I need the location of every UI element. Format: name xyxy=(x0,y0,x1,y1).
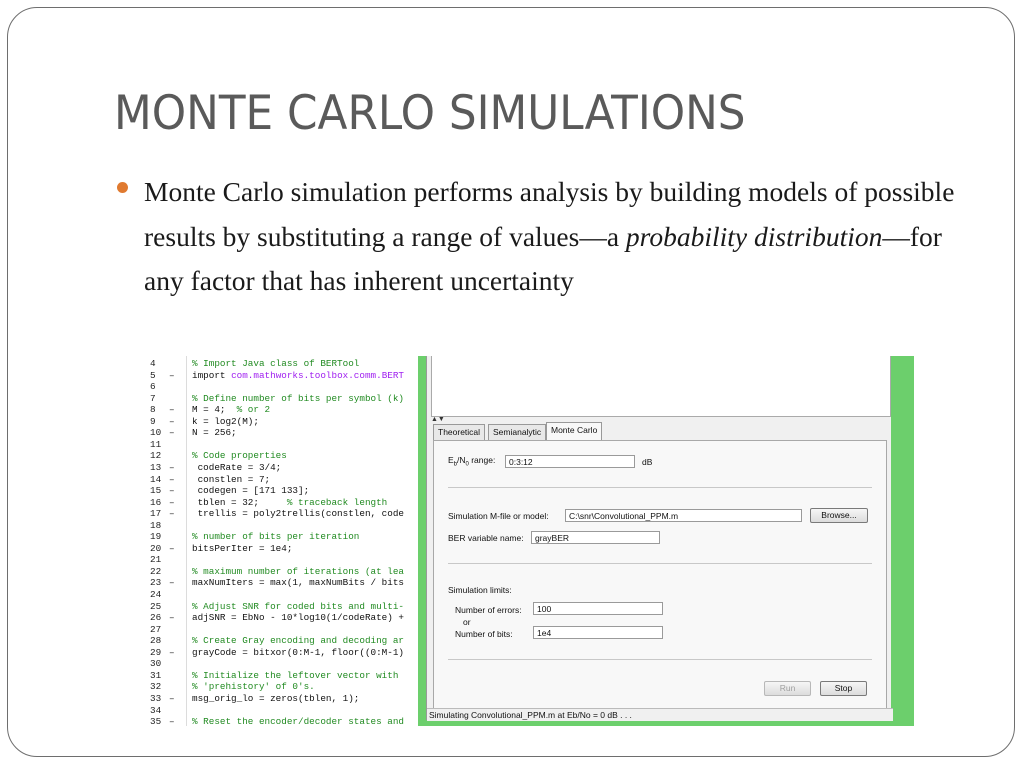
bullet-text-part2: —for any factor that has inherent uncertainty xyxy=(144,220,942,296)
line-number xyxy=(144,462,182,474)
line-number-value: 21 xyxy=(150,554,162,566)
errors-input[interactable]: 100 xyxy=(533,602,663,615)
line-number xyxy=(144,716,182,726)
line-number-value: 22 xyxy=(150,565,162,577)
line-number-value: 13 xyxy=(150,461,162,473)
line-number-value: 17 xyxy=(150,508,162,520)
divider xyxy=(448,563,872,564)
line-number xyxy=(144,693,182,705)
code-line[interactable] xyxy=(192,404,270,416)
line-number-value: 11 xyxy=(150,438,162,450)
browse-button[interactable]: Browse... xyxy=(810,508,868,523)
line-number xyxy=(144,416,182,428)
code-token: com.mathworks.toolbox.comm.BERT xyxy=(231,369,405,381)
code-line[interactable] xyxy=(192,358,359,370)
splitter-arrows-icon[interactable]: ▲▼ xyxy=(431,416,445,423)
line-number xyxy=(144,450,182,462)
breakpoint-marker[interactable]: – xyxy=(169,508,175,520)
code-token: N = 256; xyxy=(192,427,237,439)
code-line[interactable] xyxy=(192,681,315,693)
bullet-dot xyxy=(117,182,128,193)
code-token: k = log2(M); xyxy=(192,415,259,427)
ebno-label: $E_b/N_0$ range: xyxy=(448,455,496,468)
ber-var-input[interactable]: grayBER xyxy=(531,531,660,544)
line-number-value: 20 xyxy=(150,542,162,554)
line-number xyxy=(144,635,182,647)
code-line[interactable] xyxy=(192,450,287,462)
limits-label: Simulation limits: xyxy=(448,585,512,595)
bits-input[interactable]: 1e4 xyxy=(533,626,663,639)
line-number xyxy=(144,370,182,382)
breakpoint-marker[interactable]: – xyxy=(169,692,175,704)
line-number-value: 10 xyxy=(150,427,162,439)
line-number xyxy=(144,358,182,370)
code-token: % traceback length xyxy=(286,496,388,508)
breakpoint-marker[interactable]: – xyxy=(169,496,175,508)
code-token: maxNumIters = max(1, maxNumBits / bits xyxy=(192,577,405,589)
code-token: bitsPerIter = 1e4; xyxy=(192,542,293,554)
line-number-value: 18 xyxy=(150,519,162,531)
line-number-value: 19 xyxy=(150,531,162,543)
sim-file-label: Simulation M-file or model: xyxy=(448,511,549,521)
code-token: % 'prehistory' of 0's. xyxy=(192,681,315,693)
sim-file-input[interactable]: C:\snr\Convolutional_PPM.m xyxy=(565,509,802,522)
line-number-gutter xyxy=(144,356,184,726)
breakpoint-marker[interactable]: – xyxy=(169,427,175,439)
line-number-value: 28 xyxy=(150,635,162,647)
code-token: % Import Java class of BERTool xyxy=(192,358,360,369)
tab-monte-carlo[interactable]: Monte Carlo xyxy=(546,422,602,441)
line-number xyxy=(144,647,182,659)
code-editor xyxy=(144,356,424,726)
code-token: % Reset the encoder/decoder states and xyxy=(192,716,405,726)
bertool-panel xyxy=(426,356,891,720)
line-number xyxy=(144,439,182,451)
code-line[interactable] xyxy=(192,670,398,682)
line-number-value: 29 xyxy=(150,646,162,658)
line-number-value: 15 xyxy=(150,485,162,497)
monte-carlo-panel xyxy=(433,440,887,712)
or-label: or xyxy=(463,617,471,627)
code-token: trellis = poly2trellis(constlen, code xyxy=(192,508,405,520)
line-number xyxy=(144,577,182,589)
code-line[interactable] xyxy=(192,647,404,659)
line-number-value: 30 xyxy=(150,658,162,670)
line-number xyxy=(144,601,182,613)
code-token: % Adjust SNR for coded bits and multi- xyxy=(192,600,405,612)
line-number-value: 27 xyxy=(150,623,162,635)
code-token: % or 2 xyxy=(236,404,271,416)
bullet-text xyxy=(144,170,974,304)
code-token: msg_orig_lo = zeros(tblen, 1); xyxy=(192,692,360,704)
code-token: codeRate = 3/4; xyxy=(192,461,282,473)
line-number xyxy=(144,612,182,624)
line-number-value: 34 xyxy=(150,704,162,716)
line-number-value: 24 xyxy=(150,589,162,600)
bullet-text-part1: Monte Carlo simulation performs analysis by building models of possible results by substituting a range of values—a xyxy=(144,176,955,252)
results-area xyxy=(431,356,891,417)
line-number-value: 7 xyxy=(150,392,156,404)
code-token: codegen = [171 133]; xyxy=(192,485,310,497)
tab-semianalytic[interactable]: Semianalytic xyxy=(488,424,546,441)
code-line[interactable] xyxy=(192,416,259,428)
line-number xyxy=(144,670,182,682)
ber-var-label: BER variable name: xyxy=(448,533,524,543)
line-number xyxy=(144,543,182,555)
line-number xyxy=(144,381,182,393)
stop-button[interactable]: Stop xyxy=(820,681,867,696)
line-number-value: 35 xyxy=(150,716,162,726)
code-token: M = 4; xyxy=(192,404,237,416)
line-number-value: 25 xyxy=(150,600,162,612)
line-number xyxy=(144,624,182,636)
line-number xyxy=(144,705,182,717)
code-token: constlen = 7; xyxy=(192,473,271,485)
breakpoint-marker[interactable]: – xyxy=(169,646,175,658)
breakpoint-marker[interactable]: – xyxy=(169,542,175,554)
breakpoint-marker[interactable]: – xyxy=(169,716,175,726)
line-number xyxy=(144,404,182,416)
line-number-value: 32 xyxy=(150,681,162,693)
errors-label: Number of errors: xyxy=(455,605,522,615)
code-line[interactable] xyxy=(192,462,281,474)
code-token: adjSNR = EbNo - 10*log10(1/codeRate) + xyxy=(192,612,405,624)
breakpoint-marker[interactable]: – xyxy=(169,415,175,427)
status-bar: Simulating Convolutional_PPM.m at Eb/No = 0 dB . . . xyxy=(427,708,893,721)
gutter-separator xyxy=(186,356,187,726)
code-token: % Code properties xyxy=(192,450,287,462)
bertool-window xyxy=(418,356,914,726)
code-line[interactable] xyxy=(192,485,309,497)
divider xyxy=(448,487,872,488)
line-number-value: 9 xyxy=(150,415,156,427)
code-line[interactable] xyxy=(192,531,359,543)
breakpoint-marker[interactable]: – xyxy=(169,404,175,416)
breakpoint-marker[interactable]: – xyxy=(169,577,175,589)
code-line[interactable] xyxy=(192,577,404,589)
line-number xyxy=(144,427,182,439)
code-token: % maximum number of iterations (at lea xyxy=(192,565,405,577)
line-number xyxy=(144,393,182,405)
code-line[interactable] xyxy=(192,543,292,555)
screenshot-image xyxy=(144,356,914,726)
code-line[interactable] xyxy=(192,370,404,382)
code-line[interactable] xyxy=(192,601,404,613)
line-number-value: 6 xyxy=(150,381,156,393)
run-button[interactable]: Run xyxy=(764,681,811,696)
line-number xyxy=(144,681,182,693)
line-number-value: 23 xyxy=(150,577,162,589)
breakpoint-marker[interactable]: – xyxy=(169,461,175,473)
code-line[interactable] xyxy=(192,497,387,509)
ebno-unit: dB xyxy=(642,457,653,467)
code-token: % number of bits per iteration xyxy=(192,531,360,543)
line-number xyxy=(144,474,182,486)
code-line[interactable] xyxy=(192,635,404,647)
line-number xyxy=(144,520,182,532)
line-number xyxy=(144,658,182,670)
code-line[interactable] xyxy=(192,427,237,439)
breakpoint-marker[interactable]: – xyxy=(169,485,175,497)
line-number-value: 26 xyxy=(150,612,162,624)
line-number xyxy=(144,589,182,601)
line-number-value: 8 xyxy=(150,404,156,416)
bits-label: Number of bits: xyxy=(455,629,513,639)
line-number-value: 31 xyxy=(150,669,162,681)
code-token: % Define number of bits per symbol (k) xyxy=(192,392,405,404)
code-token: tblen = 32; xyxy=(192,496,287,508)
slide-title: MONTE CARLO SIMULATIONS xyxy=(114,86,746,141)
line-number-value: 5 xyxy=(150,369,156,381)
breakpoint-marker[interactable]: – xyxy=(169,473,175,485)
line-number xyxy=(144,554,182,566)
breakpoint-marker[interactable]: – xyxy=(169,612,175,624)
line-number xyxy=(144,485,182,497)
tab-theoretical[interactable]: Theoretical xyxy=(433,424,485,441)
bullet-text-italic: probability distribution xyxy=(625,220,883,252)
line-number-value: 12 xyxy=(150,450,162,462)
line-number xyxy=(144,508,182,520)
line-number-value: 16 xyxy=(150,496,162,508)
line-number-value: 14 xyxy=(150,473,162,485)
code-line[interactable] xyxy=(192,566,404,578)
ebno-range-input[interactable]: 0:3:12 xyxy=(505,455,635,468)
code-line[interactable] xyxy=(192,612,404,624)
line-number-value: 4 xyxy=(150,358,156,369)
code-line[interactable] xyxy=(192,693,359,705)
line-number-value: 33 xyxy=(150,692,162,704)
line-number xyxy=(144,566,182,578)
code-token: grayCode = bitxor(0:M-1, floor((0:M-1) xyxy=(192,646,405,658)
code-token: import xyxy=(192,369,232,381)
code-token: % Initialize the leftover vector with xyxy=(192,669,399,681)
code-line[interactable] xyxy=(192,393,404,405)
code-token: % Create Gray encoding and decoding ar xyxy=(192,635,405,647)
line-number xyxy=(144,497,182,509)
breakpoint-marker[interactable]: – xyxy=(169,369,175,381)
divider xyxy=(448,659,872,660)
code-line[interactable] xyxy=(192,716,404,726)
line-number xyxy=(144,531,182,543)
code-line[interactable] xyxy=(192,474,270,486)
code-line[interactable] xyxy=(192,508,404,520)
